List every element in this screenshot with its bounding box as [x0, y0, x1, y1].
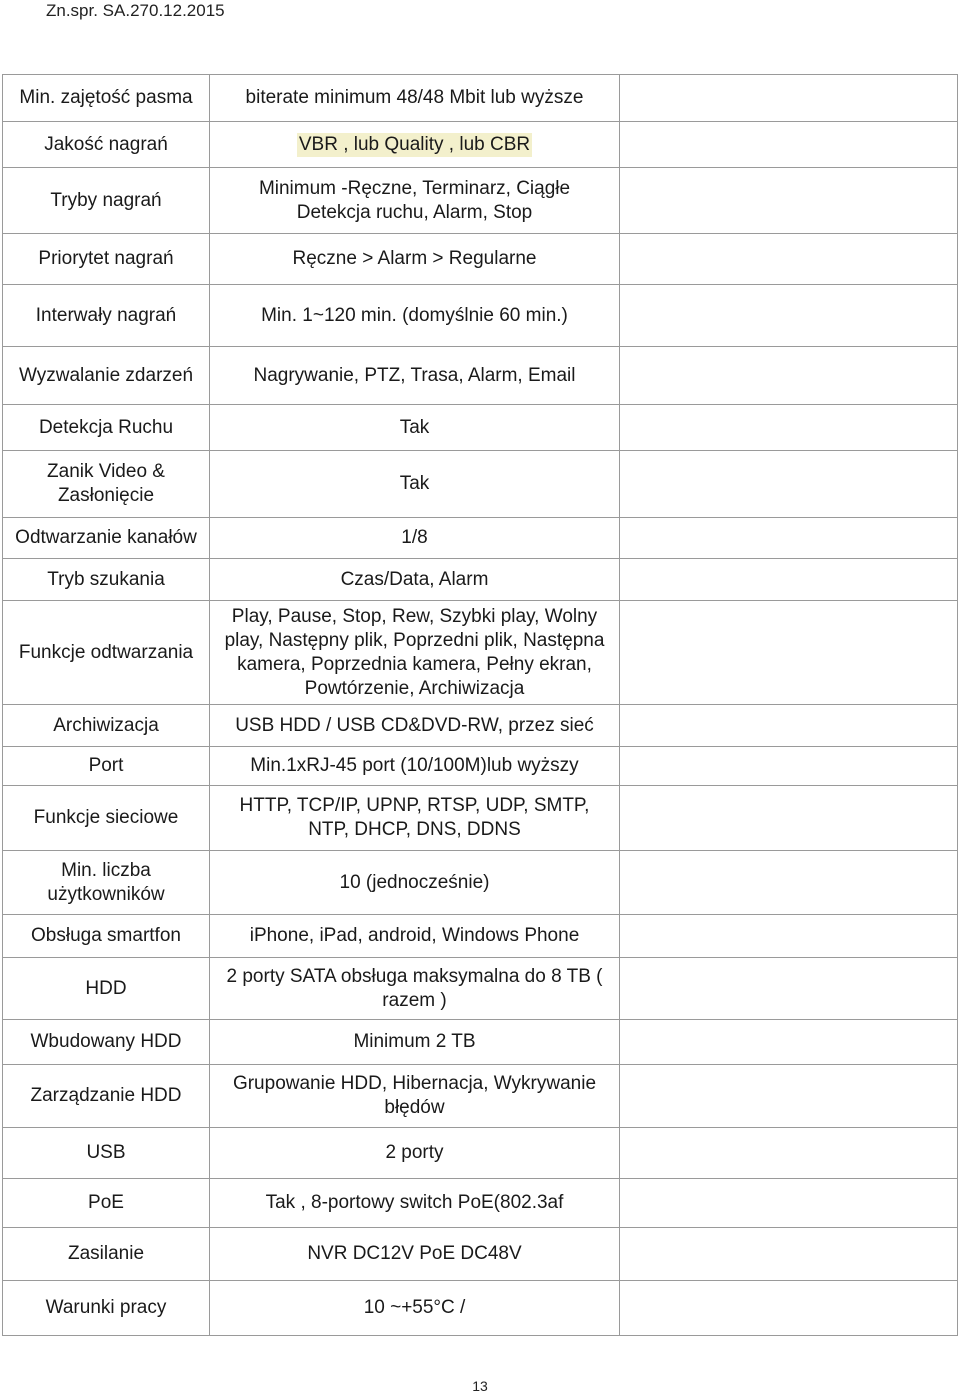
- spec-value: 10 ~+55°C /: [210, 1281, 620, 1336]
- empty-cell: [620, 1065, 958, 1128]
- table-row: [3, 705, 958, 747]
- spec-value: NVR DC12V PoE DC48V: [210, 1228, 620, 1281]
- spec-value: biterate minimum 48/48 Mbit lub wyższe: [210, 75, 620, 122]
- spec-table: [2, 74, 958, 1336]
- spec-label: Warunki pracy: [3, 1281, 210, 1336]
- empty-cell: [620, 601, 958, 705]
- spec-label: Wbudowany HDD: [3, 1020, 210, 1065]
- table-row: [3, 451, 958, 518]
- table-row: [3, 405, 958, 451]
- spec-label: Interwały nagrań: [3, 285, 210, 347]
- spec-value: Minimum -Ręczne, Terminarz, Ciągłe Detekcja ruchu, Alarm, Stop: [210, 168, 620, 234]
- spec-value: Ręczne > Alarm > Regularne: [210, 234, 620, 285]
- spec-label: USB: [3, 1128, 210, 1179]
- empty-cell: [620, 285, 958, 347]
- spec-label: Min. zajętość pasma: [3, 75, 210, 122]
- spec-label: Tryb szukania: [3, 559, 210, 601]
- empty-cell: [620, 705, 958, 747]
- spec-value: Tak: [210, 405, 620, 451]
- spec-value: USB HDD / USB CD&DVD-RW, przez sieć: [210, 705, 620, 747]
- table-row: [3, 347, 958, 405]
- empty-cell: [620, 915, 958, 958]
- spec-label: Obsługa smartfon: [3, 915, 210, 958]
- empty-cell: [620, 1228, 958, 1281]
- table-row: [3, 1065, 958, 1128]
- spec-value: 1/8: [210, 518, 620, 559]
- table-row: [3, 168, 958, 234]
- empty-cell: [620, 851, 958, 915]
- empty-cell: [620, 405, 958, 451]
- document-reference: Zn.spr. SA.270.12.2015: [46, 1, 225, 20]
- empty-cell: [620, 451, 958, 518]
- spec-value: 10 (jednocześnie): [210, 851, 620, 915]
- spec-label: Funkcje odtwarzania: [3, 601, 210, 705]
- empty-cell: [620, 234, 958, 285]
- spec-label: Priorytet nagrań: [3, 234, 210, 285]
- spec-label: PoE: [3, 1179, 210, 1228]
- spec-value: Min.1xRJ-45 port (10/100M)lub wyższy: [210, 747, 620, 786]
- spec-value: Minimum 2 TB: [210, 1020, 620, 1065]
- spec-value: HTTP, TCP/IP, UPNP, RTSP, UDP, SMTP, NTP, DHCP, DNS, DDNS: [210, 786, 620, 851]
- empty-cell: [620, 347, 958, 405]
- spec-value: 2 porty: [210, 1128, 620, 1179]
- table-row: [3, 1128, 958, 1179]
- spec-label: HDD: [3, 958, 210, 1020]
- table-row: [3, 75, 958, 122]
- spec-value: Grupowanie HDD, Hibernacja, Wykrywanie błędów: [210, 1065, 620, 1128]
- empty-cell: [620, 958, 958, 1020]
- spec-value: iPhone, iPad, android, Windows Phone: [210, 915, 620, 958]
- spec-label: Funkcje sieciowe: [3, 786, 210, 851]
- empty-cell: [620, 75, 958, 122]
- spec-value: Nagrywanie, PTZ, Trasa, Alarm, Email: [210, 347, 620, 405]
- table-row: [3, 601, 958, 705]
- spec-label: Detekcja Ruchu: [3, 405, 210, 451]
- table-row: [3, 1281, 958, 1336]
- spec-label: Zasilanie: [3, 1228, 210, 1281]
- empty-cell: [620, 1020, 958, 1065]
- table-row: [3, 958, 958, 1020]
- spec-value: Tak , 8-portowy switch PoE(802.3af: [210, 1179, 620, 1228]
- table-row: [3, 747, 958, 786]
- empty-cell: [620, 747, 958, 786]
- spec-value: 2 porty SATA obsługa maksymalna do 8 TB ( razem ): [210, 958, 620, 1020]
- spec-value: Play, Pause, Stop, Rew, Szybki play, Wolny play, Następny plik, Poprzedni plik, Następna kamera, Poprzednia kamera, Pełny ekran, Powtórzenie, Archiwizacja: [210, 601, 620, 705]
- spec-label: Zanik Video & Zasłonięcie: [3, 451, 210, 518]
- empty-cell: [620, 168, 958, 234]
- spec-label: Jakość nagrań: [3, 122, 210, 168]
- spec-label: Archiwizacja: [3, 705, 210, 747]
- table-row: [3, 786, 958, 851]
- empty-cell: [620, 786, 958, 851]
- table-row: [3, 285, 958, 347]
- spec-label: Tryby nagrań: [3, 168, 210, 234]
- highlighted-value: VBR , lub Quality , lub CBR: [298, 133, 531, 155]
- spec-label: Odtwarzanie kanałów: [3, 518, 210, 559]
- table-row: [3, 518, 958, 559]
- table-row: [3, 1179, 958, 1228]
- empty-cell: [620, 1179, 958, 1228]
- table-row: [3, 851, 958, 915]
- spec-value: Min. 1~120 min. (domyślnie 60 min.): [210, 285, 620, 347]
- table-row: [3, 1228, 958, 1281]
- spec-label: Min. liczba użytkowników: [3, 851, 210, 915]
- spec-value: Czas/Data, Alarm: [210, 559, 620, 601]
- empty-cell: [620, 122, 958, 168]
- spec-label: Wyzwalanie zdarzeń: [3, 347, 210, 405]
- page-number: 13: [472, 1378, 488, 1394]
- spec-label: Zarządzanie HDD: [3, 1065, 210, 1128]
- table-row: [3, 122, 958, 168]
- spec-value: Tak: [210, 451, 620, 518]
- empty-cell: [620, 518, 958, 559]
- table-row: [3, 915, 958, 958]
- table-row: [3, 1020, 958, 1065]
- empty-cell: [620, 1281, 958, 1336]
- table-row: [3, 559, 958, 601]
- empty-cell: [620, 559, 958, 601]
- table-row: [3, 234, 958, 285]
- spec-label: Port: [3, 747, 210, 786]
- empty-cell: [620, 1128, 958, 1179]
- spec-value: [210, 122, 620, 168]
